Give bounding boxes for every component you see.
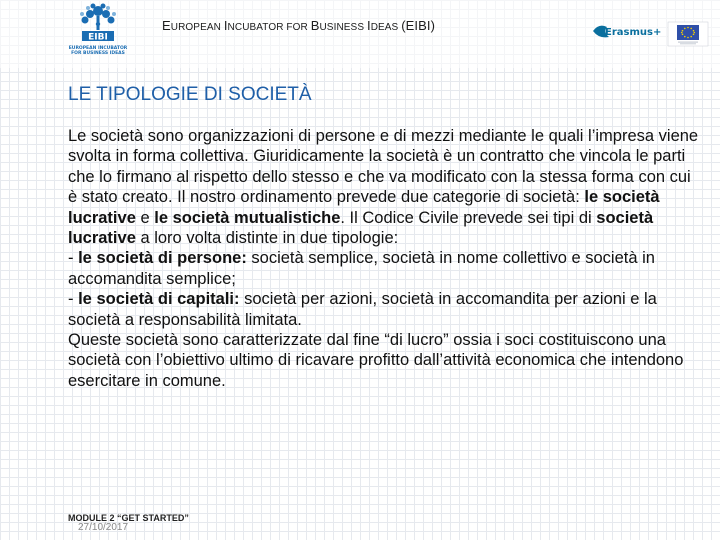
footer-date: 27/10/2017 (78, 522, 129, 533)
footer-module: MODULE 2 “GET STARTED” (68, 513, 189, 523)
erasmus-logo (591, 21, 662, 41)
eibi-logo (58, 2, 138, 66)
tree-icon (58, 2, 138, 46)
paragraph-conclusion: Queste società sono caratterizzate dal fine “di lucro” ossia i soci costituiscono una società con l’obiettivo ultimo di ricavare profitto dall’attività economica che intendono esercitare in comune. (68, 331, 684, 390)
erasmus-label: Erasmus+ (605, 27, 662, 38)
slide-body (68, 126, 700, 391)
logo-caption: EUROPEAN INCUBATOR FOR BUSINESS IDEAS (68, 46, 128, 56)
paragraph-intro: Le società sono organizzazioni di persone e di mezzi mediante le quali l’impresa viene svolta in forma collettiva. Giuridicamente la società è un contratto che vincola le parti che lo firmano al rispetto dello stesso e che va modificato con la stessa forma con cui è stato creato. Il nostro ordinamento prevede due categorie di società: le società lucrative e le società mutualistiche. Il Codice Civile prevede sei tipi di società lucrative a loro volta distinte in due tipologie: (68, 127, 699, 248)
slide-title: LE TIPOLOGIE DI SOCIETÀ (68, 84, 312, 105)
list-item-societa-di-persone: - le società di persone: società semplice, società in nome collettivo e società in accomandita semplice; (68, 249, 655, 288)
eu-flag-icon (668, 22, 708, 46)
header-title: EUROPEAN INCUBATOR FOR BUSINESS IDEAS (EIBI) (162, 18, 436, 33)
logo-word: EIBI (88, 32, 108, 43)
list-item-societa-di-capitali: - le società di capitali: società per azioni, società in accomandita per azioni e la società a responsabilità limitata. (68, 290, 657, 329)
